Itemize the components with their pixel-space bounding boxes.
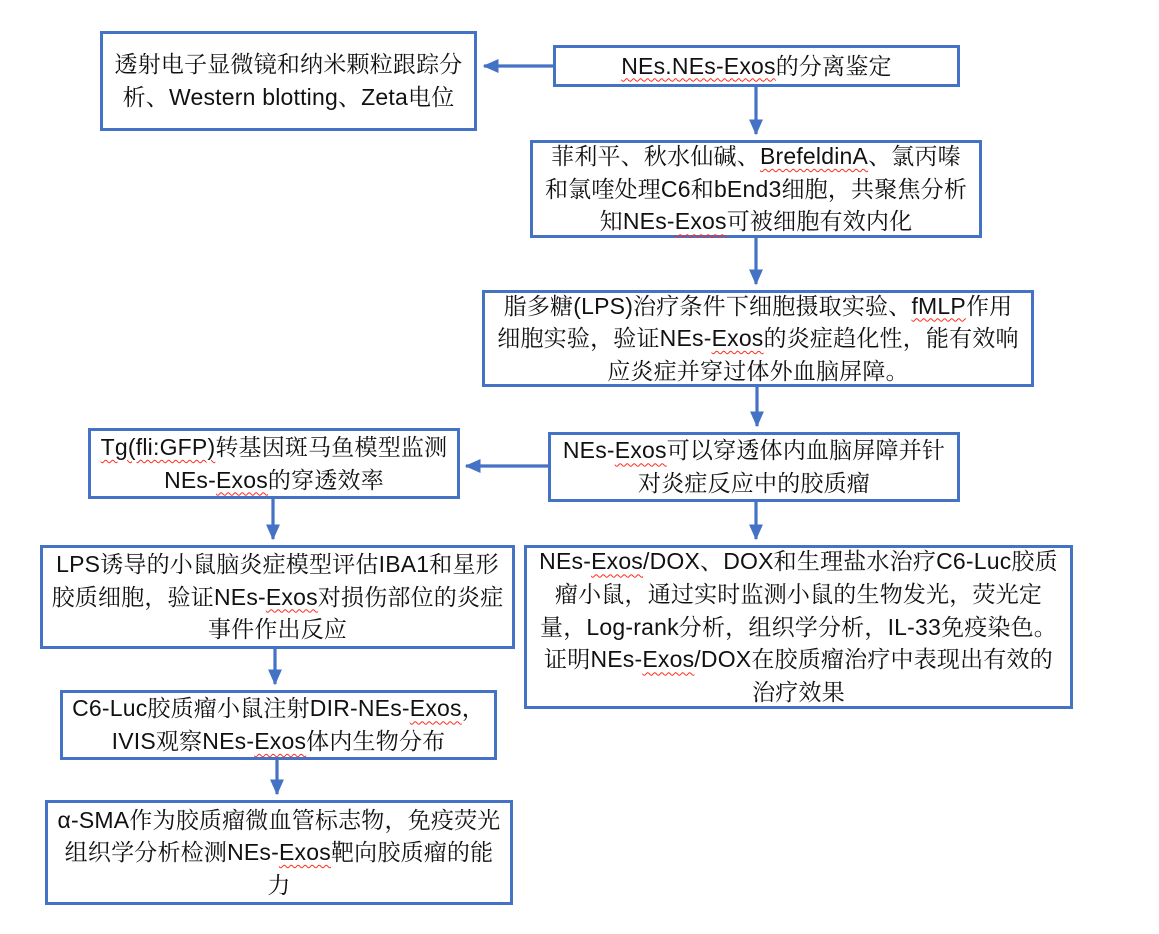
flow-box-text: Tg(fli:GFP)转基因斑马鱼模型监测NEs-Exos的穿透效率 bbox=[100, 433, 448, 493]
flow-box-text: 透射电子显微镜和纳米颗粒跟踪分析、Western blotting、Zeta电位 bbox=[114, 51, 463, 110]
flow-box-text: 脂多糖(LPS)治疗条件下细胞摄取实验、fMLP作用细胞实验，验证NEs-Exos的炎症趋化性，能有效响应炎症并穿过体外血脑屏障。 bbox=[497, 292, 1019, 384]
flow-box-text: α-SMA作为胶质瘤微血管标志物，免疫荧光组织学分析检测NEs-Exos靶向胶质瘤的能力 bbox=[57, 806, 501, 898]
flow-box-text: 菲利平、秋水仙碱、BrefeldinA、氯丙嗪和氯喹处理C6和bEnd3细胞，共聚焦分析知NEs-Exos可被细胞有效内化 bbox=[544, 143, 968, 235]
flow-box-text: NEs-Exos/DOX、DOX和生理盐水治疗C6-Luc胶质瘤小鼠，通过实时监测小鼠的生物发光，荧光定量，Log-rank分析，组织学分析，IL-33免疫染色。证明NEs-Exos/DOX在胶质瘤治疗中表现出有效的治疗效果 bbox=[539, 548, 1058, 705]
flow-box-asma-targeting bbox=[45, 800, 513, 905]
flow-box-text: LPS诱导的小鼠脑炎症模型评估IBA1和星形胶质细胞，验证NEs-Exos对损伤部位的炎症事件作出反应 bbox=[51, 551, 504, 643]
flow-box-mouse-inflammation-model bbox=[40, 545, 515, 649]
flow-box-text: NEs-Exos可以穿透体内血脑屏障并针对炎症反应中的胶质瘤 bbox=[562, 437, 946, 496]
flow-box-internalization bbox=[530, 140, 982, 238]
flow-box-text: NEs.NEs-Exos的分离鉴定 bbox=[621, 52, 892, 79]
flow-box-text: C6-Luc胶质瘤小鼠注射DIR-NEs-Exos，IVIS观察NEs-Exos体内生物分布 bbox=[72, 695, 485, 754]
flow-box-glioma-therapy bbox=[524, 545, 1073, 709]
flow-box-inflammation-uptake bbox=[482, 290, 1034, 387]
flow-box-zebrafish-model bbox=[88, 428, 460, 499]
flow-box-characterization bbox=[100, 31, 477, 131]
flow-box-bbb-penetration bbox=[548, 432, 960, 502]
flow-box-biodistribution bbox=[60, 690, 497, 760]
flow-box-isolation bbox=[553, 45, 960, 87]
